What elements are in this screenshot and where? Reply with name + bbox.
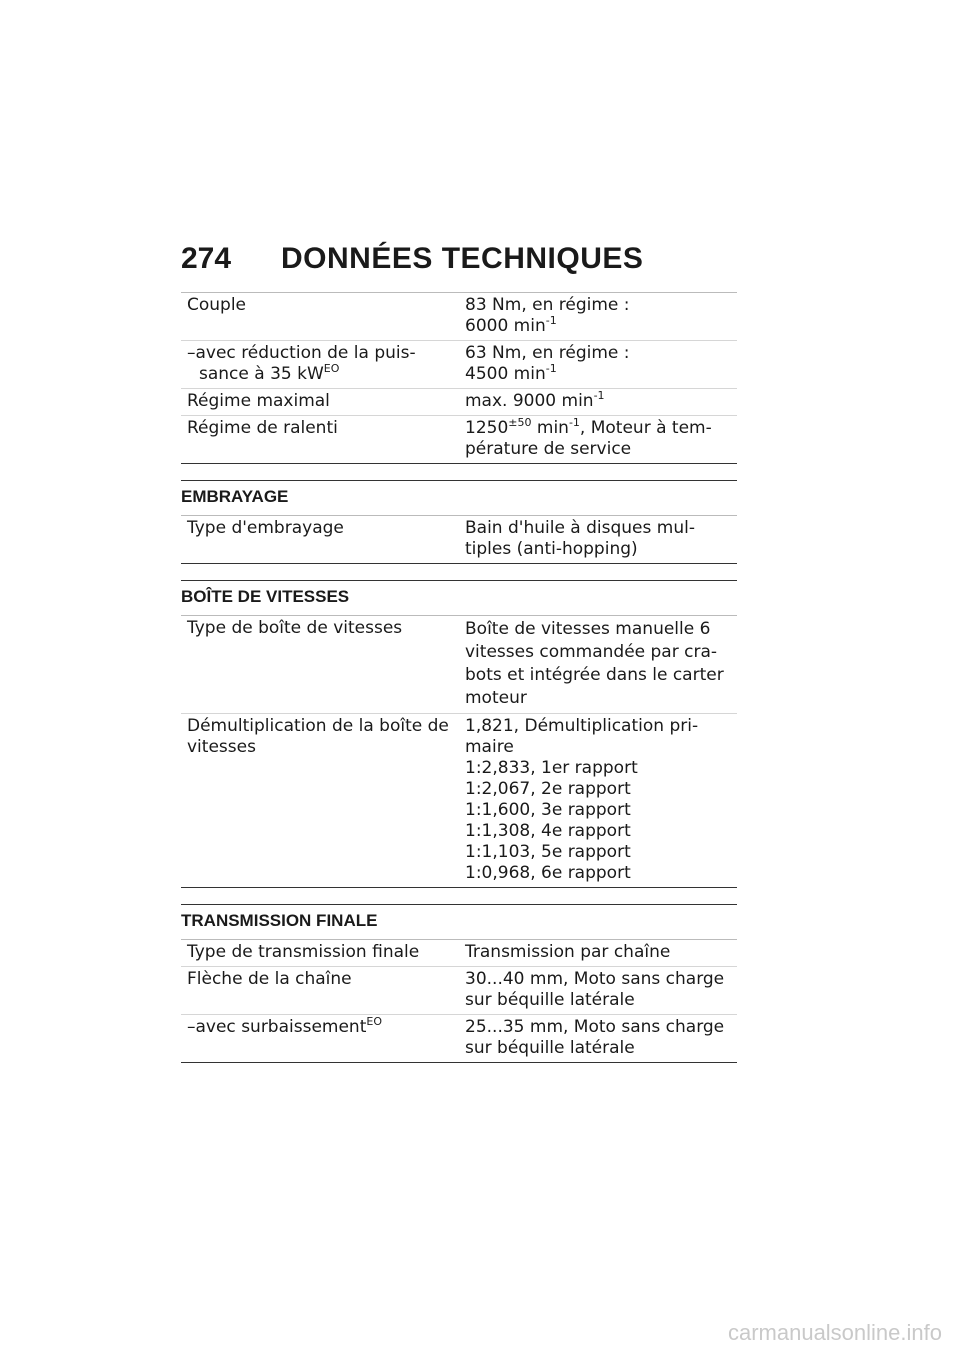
spec-value bbox=[459, 516, 737, 564]
superscript: -1 bbox=[593, 389, 605, 402]
label-line: sance à 35 kW bbox=[199, 364, 324, 384]
section-title-clutch: EMBRAYAGE bbox=[181, 480, 737, 516]
table-row bbox=[181, 616, 737, 714]
label-line: vitesses bbox=[187, 737, 256, 757]
table-row bbox=[181, 293, 737, 341]
value-line: 30...40 mm, Moto sans charge bbox=[465, 969, 725, 989]
table-row bbox=[181, 516, 737, 564]
value-line: maire bbox=[465, 737, 514, 757]
section-title-gearbox: BOÎTE DE VITESSES bbox=[181, 580, 737, 616]
table-row bbox=[181, 714, 737, 888]
superscript: EO bbox=[323, 362, 340, 375]
value-line: 83 Nm, en régime : bbox=[465, 295, 630, 315]
spec-label: Couple bbox=[181, 293, 459, 341]
value-line: 1:2,833, 1er rapport bbox=[465, 758, 638, 778]
table-row bbox=[181, 940, 737, 967]
spec-label: Type d'embrayage bbox=[181, 516, 459, 564]
value-line: 63 Nm, en régime : bbox=[465, 343, 630, 363]
table-row bbox=[181, 1015, 737, 1063]
value-line: tiples (anti-hopping) bbox=[465, 539, 638, 559]
spec-label: Régime maximal bbox=[181, 389, 459, 416]
value-line: 4500 min bbox=[465, 364, 546, 384]
value-line: sur béquille latérale bbox=[465, 990, 635, 1010]
value-line: bots et intégrée dans le carter bbox=[465, 665, 724, 685]
superscript: EO bbox=[366, 1015, 382, 1028]
value-line: 1:2,067, 2e rapport bbox=[465, 779, 631, 799]
spec-label: Régime de ralenti bbox=[181, 416, 459, 464]
spec-label: Type de transmission finale bbox=[181, 940, 459, 967]
value-line: vitesses commandée par cra- bbox=[465, 642, 718, 662]
value-line: pérature de service bbox=[465, 439, 632, 459]
spec-label bbox=[181, 341, 459, 389]
spec-value bbox=[459, 389, 737, 416]
label-line: Démultiplication de la boîte de bbox=[187, 716, 449, 736]
value-line: sur béquille latérale bbox=[465, 1038, 635, 1058]
spec-value bbox=[459, 616, 737, 714]
spec-value bbox=[459, 967, 737, 1015]
spec-label bbox=[181, 1015, 459, 1063]
value-line: Boîte de vitesses manuelle 6 bbox=[465, 619, 711, 639]
value-part: 1250 bbox=[465, 418, 509, 438]
chapter-title: DONNÉES TECHNIQUES bbox=[281, 242, 644, 275]
page-header bbox=[181, 242, 737, 292]
page-number: 274 bbox=[181, 242, 232, 275]
value-line: 1,821, Démultiplication pri- bbox=[465, 716, 699, 736]
value-line: 6000 min bbox=[465, 316, 546, 336]
spec-label bbox=[181, 714, 459, 888]
value-part: min bbox=[531, 418, 569, 438]
spec-value: Transmission par chaîne bbox=[459, 940, 737, 967]
superscript: -1 bbox=[545, 362, 557, 375]
value-line: 1:1,308, 4e rapport bbox=[465, 821, 631, 841]
final-drive-table bbox=[181, 940, 737, 1063]
table-row bbox=[181, 341, 737, 389]
table-row bbox=[181, 416, 737, 464]
section-title-final-drive: TRANSMISSION FINALE bbox=[181, 904, 737, 940]
superscript: ±50 bbox=[508, 416, 532, 429]
engine-table bbox=[181, 292, 737, 464]
manual-page bbox=[181, 242, 737, 1063]
spec-value bbox=[459, 714, 737, 888]
value-line: max. 9000 min bbox=[465, 391, 594, 411]
value-part: , Moteur à tem- bbox=[579, 418, 712, 438]
clutch-table bbox=[181, 516, 737, 564]
gearbox-table bbox=[181, 616, 737, 888]
spec-label: Type de boîte de vitesses bbox=[181, 616, 459, 714]
spec-value bbox=[459, 1015, 737, 1063]
label-line: –avec réduction de la puis- bbox=[187, 343, 416, 363]
watermark: carmanualsonline.info bbox=[727, 1320, 942, 1345]
label-line: –avec surbaissement bbox=[187, 1017, 367, 1037]
value-line: moteur bbox=[465, 688, 527, 708]
value-line: Bain d'huile à disques mul- bbox=[465, 518, 695, 538]
spec-value bbox=[459, 416, 737, 464]
spec-value bbox=[459, 293, 737, 341]
table-row bbox=[181, 389, 737, 416]
value-line: 1:0,968, 6e rapport bbox=[465, 863, 631, 883]
superscript: -1 bbox=[545, 314, 557, 327]
value-line: 1:1,103, 5e rapport bbox=[465, 842, 631, 862]
spec-value bbox=[459, 341, 737, 389]
value-line: 1:1,600, 3e rapport bbox=[465, 800, 631, 820]
value-line: 25...35 mm, Moto sans charge bbox=[465, 1017, 725, 1037]
table-row bbox=[181, 967, 737, 1015]
superscript: -1 bbox=[568, 416, 580, 429]
spec-label: Flèche de la chaîne bbox=[181, 967, 459, 1015]
